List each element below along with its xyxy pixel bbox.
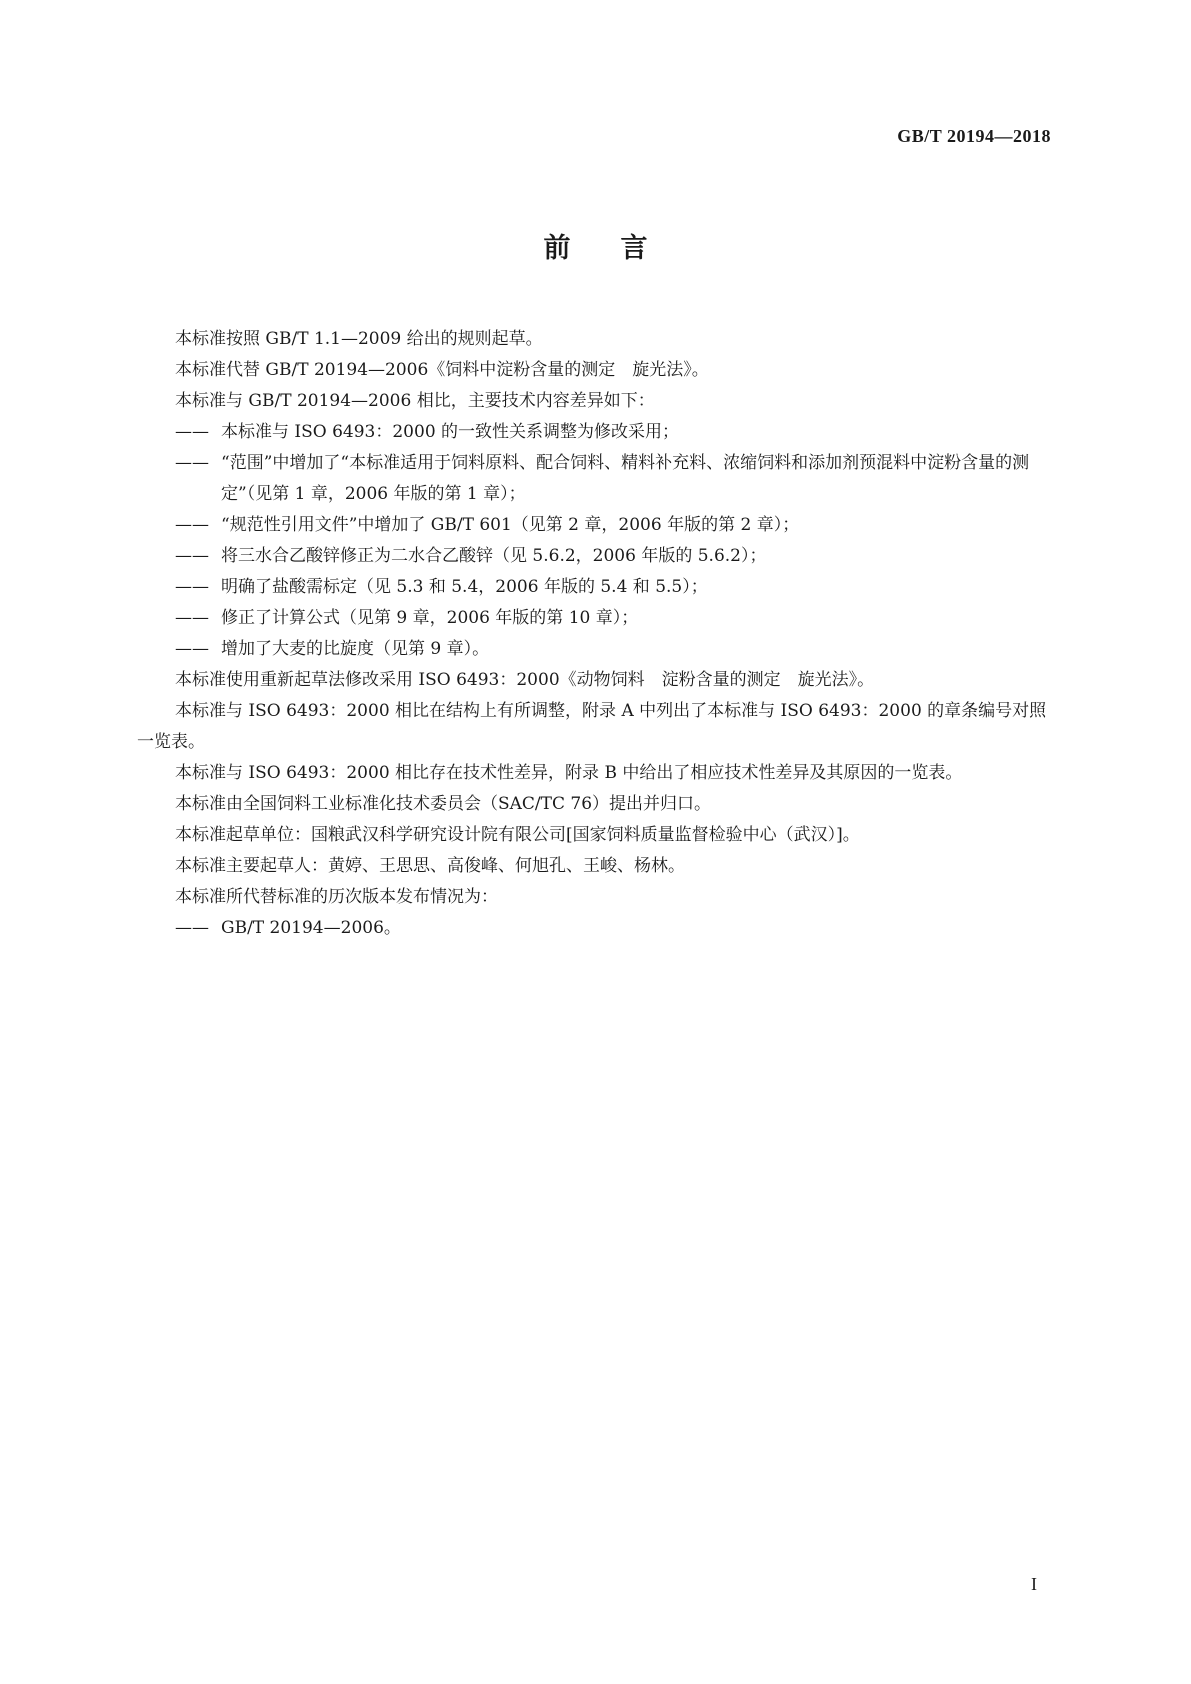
standard-code: GB/T 20194—2018	[897, 126, 1051, 146]
paragraph: 本标准按照 GB/T 1.1—2009 给出的规则起草。	[175, 329, 543, 349]
page-title: 前言	[543, 233, 698, 264]
paragraph: 本标准由全国饲料工业标准化技术委员会（SAC/TC 76）提出并归口。	[175, 794, 712, 814]
paragraph: 本标准使用重新起草法修改采用 ISO 6493：2000《动物饲料 淀粉含量的测定 旋光法》。	[175, 670, 875, 690]
dash-list-item: —— GB/T 20194—2006。	[175, 918, 401, 938]
paragraph: 本标准与 ISO 6493：2000 相比在结构上有所调整，附录 A 中列出了本标准与 ISO 6493：2000 的章条编号对照一览表。	[137, 701, 1047, 752]
dash-list-item: —— 本标准与 ISO 6493：2000 的一致性关系调整为修改采用；	[175, 422, 680, 442]
dash-list-item: —— 明确了盐酸需标定（见 5.3 和 5.4，2006 年版的 5.4 和 5.5）；	[175, 577, 708, 597]
dash-list-item: —— 修正了计算公式（见第 9 章，2006 年版的第 10 章）；	[175, 608, 639, 628]
dash-list-item: —— 将三水合乙酸锌修正为二水合乙酸锌（见 5.6.2，2006 年版的 5.6.2）；	[175, 546, 767, 566]
paragraph: 本标准主要起草人：黄婷、王思思、高俊峰、何旭孔、王峻、杨林。	[175, 856, 685, 876]
dash-list-item: —— 增加了大麦的比旋度（见第 9 章）。	[175, 639, 490, 659]
paragraph: 本标准与 ISO 6493：2000 相比存在技术性差异，附录 B 中给出了相应技术性差异及其原因的一览表。	[175, 763, 963, 783]
preface-body	[137, 324, 1059, 944]
paragraph: 本标准与 GB/T 20194—2006 相比，主要技术内容差异如下：	[175, 391, 655, 411]
dash-list-item: —— “范围”中增加了“本标准适用于饲料原料、配合饲料、精料补充料、浓缩饲料和添加剂预混料中淀粉含量的测定”（见第 1 章，2006 年版的第 1 章）；	[175, 453, 1030, 504]
dash-list-item: —— “规范性引用文件”中增加了 GB/T 601（见第 2 章，2006 年版的第 2 章）；	[175, 515, 800, 535]
paragraph: 本标准代替 GB/T 20194—2006《饲料中淀粉含量的测定 旋光法》。	[175, 360, 709, 380]
paragraph: 本标准起草单位：国粮武汉科学研究设计院有限公司[国家饲料质量监督检验中心（武汉）]。	[175, 825, 860, 845]
paragraph: 本标准所代替标准的历次版本发布情况为：	[175, 887, 498, 907]
page-number: I	[1031, 1574, 1037, 1594]
